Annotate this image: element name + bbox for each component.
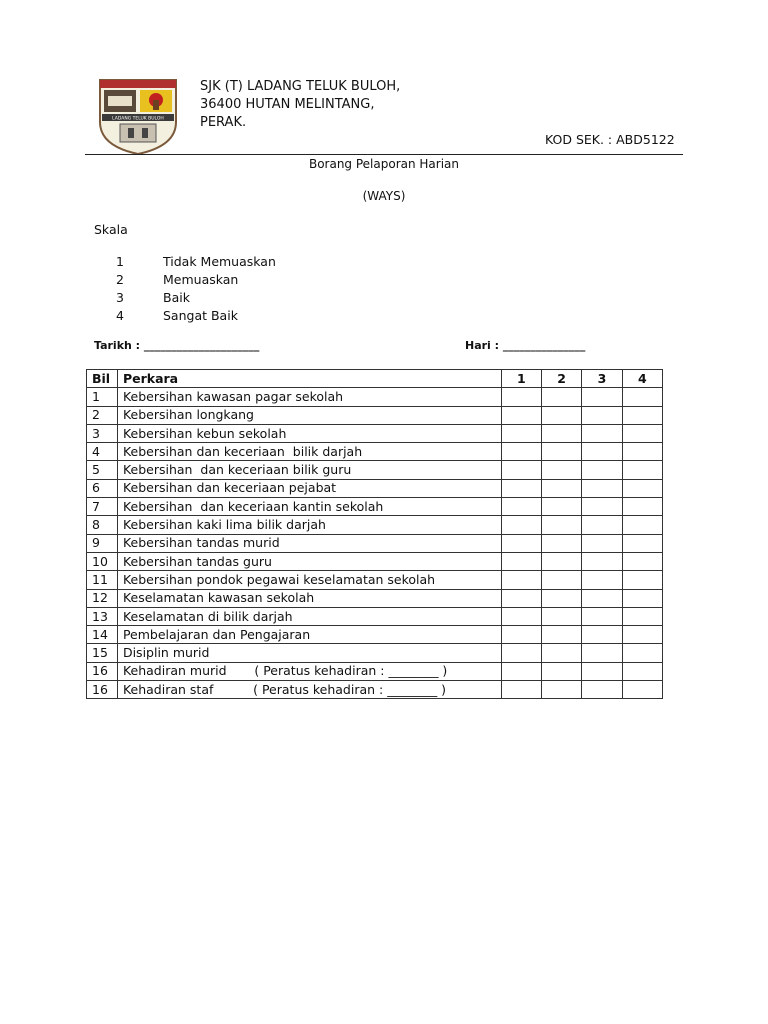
score-cell-3[interactable]: [582, 534, 622, 552]
score-cell-2[interactable]: [541, 443, 581, 461]
table-row: [87, 626, 663, 644]
row-perkara: Kebersihan dan keceriaan kantin sekolah: [117, 498, 501, 516]
score-cell-1[interactable]: [501, 498, 541, 516]
day-field[interactable]: Hari : _______________: [465, 339, 586, 352]
score-cell-3[interactable]: [582, 681, 622, 699]
score-cell-3[interactable]: [582, 424, 622, 442]
school-address: [200, 78, 400, 132]
row-perkara: Keselamatan di bilik darjah: [117, 607, 501, 625]
row-bil: 9: [87, 534, 118, 552]
score-cell-4[interactable]: [622, 552, 662, 570]
score-cell-3[interactable]: [582, 498, 622, 516]
score-cell-1[interactable]: [501, 626, 541, 644]
score-cell-2[interactable]: [541, 388, 581, 406]
row-bil: 6: [87, 479, 118, 497]
row-perkara: Kebersihan kaki lima bilik darjah: [117, 516, 501, 534]
scale-item: [116, 307, 276, 325]
row-perkara: Kebersihan dan keceriaan bilik guru: [117, 461, 501, 479]
score-cell-1[interactable]: [501, 443, 541, 461]
row-bil: 13: [87, 607, 118, 625]
score-cell-2[interactable]: [541, 479, 581, 497]
score-cell-2[interactable]: [541, 424, 581, 442]
table-row: [87, 662, 663, 680]
scale-item: [116, 289, 276, 307]
score-cell-2[interactable]: [541, 607, 581, 625]
row-bil: 10: [87, 552, 118, 570]
header-score-3: 3: [582, 370, 622, 388]
table-row: [87, 552, 663, 570]
row-bil: 7: [87, 498, 118, 516]
scale-label: Memuaskan: [163, 272, 239, 287]
score-cell-4[interactable]: [622, 498, 662, 516]
table-row: [87, 443, 663, 461]
table-row: [87, 534, 663, 552]
score-cell-1[interactable]: [501, 607, 541, 625]
row-perkara: Kebersihan pondok pegawai keselamatan sekolah: [117, 571, 501, 589]
score-cell-1[interactable]: [501, 552, 541, 570]
table-row: [87, 479, 663, 497]
row-perkara: Kebersihan tandas murid: [117, 534, 501, 552]
score-cell-3[interactable]: [582, 589, 622, 607]
score-cell-3[interactable]: [582, 552, 622, 570]
scale-heading: Skala: [94, 222, 128, 237]
score-cell-3[interactable]: [582, 479, 622, 497]
score-cell-2[interactable]: [541, 552, 581, 570]
score-cell-1[interactable]: [501, 406, 541, 424]
score-cell-4[interactable]: [622, 479, 662, 497]
score-cell-2[interactable]: [541, 516, 581, 534]
form-title: Borang Pelaporan Harian: [308, 157, 460, 171]
table-row: [87, 681, 663, 699]
score-cell-1[interactable]: [501, 388, 541, 406]
header-score-4: 4: [622, 370, 662, 388]
scale-number: 1: [116, 254, 124, 269]
row-perkara: Keselamatan kawasan sekolah: [117, 589, 501, 607]
score-cell-3[interactable]: [582, 443, 622, 461]
scale-label: Baik: [163, 290, 190, 305]
score-cell-4[interactable]: [622, 516, 662, 534]
header-perkara: Perkara: [117, 370, 501, 388]
score-cell-2[interactable]: [541, 406, 581, 424]
row-bil: 16: [87, 681, 118, 699]
score-cell-4[interactable]: [622, 424, 662, 442]
svg-text:LADANG TELUK BULOH: LADANG TELUK BULOH: [112, 116, 164, 122]
score-cell-1[interactable]: [501, 479, 541, 497]
row-bil: 3: [87, 424, 118, 442]
score-cell-1[interactable]: [501, 681, 541, 699]
score-cell-4[interactable]: [622, 644, 662, 662]
score-cell-4[interactable]: [622, 571, 662, 589]
score-cell-2[interactable]: [541, 589, 581, 607]
score-cell-2[interactable]: [541, 662, 581, 680]
score-cell-3[interactable]: [582, 516, 622, 534]
score-cell-3[interactable]: [582, 644, 622, 662]
row-bil: 4: [87, 443, 118, 461]
score-cell-1[interactable]: [501, 424, 541, 442]
scale-number: 3: [116, 290, 124, 305]
table-header-row: [87, 370, 663, 388]
score-cell-3[interactable]: [582, 662, 622, 680]
row-perkara: Kehadiran murid ( Peratus kehadiran : ________ ): [117, 662, 501, 680]
score-cell-2[interactable]: [541, 534, 581, 552]
row-perkara: Kebersihan dan keceriaan bilik darjah: [117, 443, 501, 461]
row-bil: 16: [87, 662, 118, 680]
address-line: SJK (T) LADANG TELUK BULOH,: [200, 79, 401, 94]
form-subtitle: (WAYS): [362, 189, 406, 203]
table-row: [87, 644, 663, 662]
table-row: [87, 589, 663, 607]
score-cell-3[interactable]: [582, 607, 622, 625]
score-cell-2[interactable]: [541, 498, 581, 516]
score-cell-4[interactable]: [622, 388, 662, 406]
score-cell-1[interactable]: [501, 571, 541, 589]
score-cell-2[interactable]: [541, 644, 581, 662]
score-cell-4[interactable]: [622, 461, 662, 479]
date-field[interactable]: Tarikh : _____________________: [94, 339, 260, 352]
table-row: [87, 388, 663, 406]
address-line: 36400 HUTAN MELINTANG,: [200, 97, 375, 112]
header-score-1: 1: [501, 370, 541, 388]
score-cell-4[interactable]: [622, 589, 662, 607]
row-perkara: Kebersihan longkang: [117, 406, 501, 424]
score-cell-1[interactable]: [501, 589, 541, 607]
row-bil: 12: [87, 589, 118, 607]
scale-legend: [116, 253, 276, 325]
score-cell-2[interactable]: [541, 626, 581, 644]
scale-item: [116, 271, 276, 289]
report-table: [86, 369, 663, 699]
score-cell-3[interactable]: [582, 406, 622, 424]
row-bil: 1: [87, 388, 118, 406]
address-line: PERAK.: [200, 115, 247, 130]
score-cell-1[interactable]: [501, 662, 541, 680]
score-cell-3[interactable]: [582, 571, 622, 589]
row-bil: 15: [87, 644, 118, 662]
score-cell-4[interactable]: [622, 681, 662, 699]
score-cell-4[interactable]: [622, 607, 662, 625]
table-row: [87, 607, 663, 625]
row-perkara: Kebersihan kebun sekolah: [117, 424, 501, 442]
school-crest-logo: [96, 76, 180, 156]
score-cell-4[interactable]: [622, 534, 662, 552]
score-cell-3[interactable]: [582, 388, 622, 406]
row-bil: 11: [87, 571, 118, 589]
table-row: [87, 424, 663, 442]
table-row: [87, 406, 663, 424]
score-cell-1[interactable]: [501, 534, 541, 552]
row-perkara: Disiplin murid: [117, 644, 501, 662]
score-cell-1[interactable]: [501, 516, 541, 534]
score-cell-3[interactable]: [582, 626, 622, 644]
score-cell-2[interactable]: [541, 681, 581, 699]
row-bil: 5: [87, 461, 118, 479]
row-perkara: Kebersihan kawasan pagar sekolah: [117, 388, 501, 406]
table-row: [87, 571, 663, 589]
row-perkara: Pembelajaran dan Pengajaran: [117, 626, 501, 644]
header-divider: [85, 154, 683, 155]
score-cell-4[interactable]: [622, 443, 662, 461]
score-cell-3[interactable]: [582, 461, 622, 479]
header-score-2: 2: [541, 370, 581, 388]
table-row: [87, 516, 663, 534]
scale-label: Sangat Baik: [163, 308, 238, 323]
scale-label: Tidak Memuaskan: [163, 254, 276, 269]
score-cell-1[interactable]: [501, 461, 541, 479]
row-bil: 14: [87, 626, 118, 644]
row-bil: 2: [87, 406, 118, 424]
scale-item: [116, 253, 276, 271]
score-cell-1[interactable]: [501, 644, 541, 662]
scale-number: 2: [116, 272, 124, 287]
table-row: [87, 498, 663, 516]
table-row: [87, 461, 663, 479]
school-code: KOD SEK. : ABD5122: [545, 132, 675, 147]
row-bil: 8: [87, 516, 118, 534]
row-perkara: Kehadiran staf ( Peratus kehadiran : ________ ): [117, 681, 501, 699]
score-cell-2[interactable]: [541, 461, 581, 479]
row-perkara: Kebersihan tandas guru: [117, 552, 501, 570]
score-cell-4[interactable]: [622, 406, 662, 424]
score-cell-4[interactable]: [622, 662, 662, 680]
row-perkara: Kebersihan dan keceriaan pejabat: [117, 479, 501, 497]
scale-number: 4: [116, 308, 124, 323]
score-cell-2[interactable]: [541, 571, 581, 589]
header-bil: Bil: [87, 370, 118, 388]
score-cell-4[interactable]: [622, 626, 662, 644]
